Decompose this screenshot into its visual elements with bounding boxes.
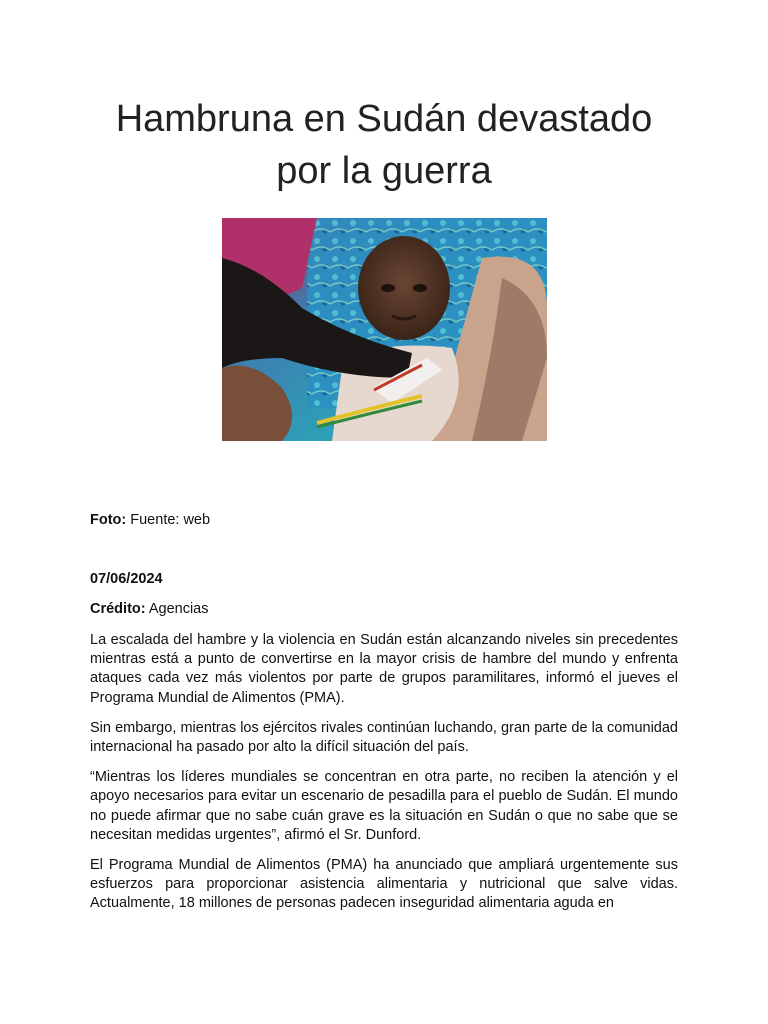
paragraph: La escalada del hambre y la violencia en Sudán están alcanzando niveles sin precedentes mientras está a punto de convertirse en la mayor crisis de hambre del mundo y enfrenta ataques cada vez más violentos por parte de grupos paramilitares, informó el jueves el Programa Mundial de Alimentos (PMA). — [90, 632, 678, 706]
paragraph: Sin embargo, mientras los ejércitos rivales continúan luchando, gran parte de la comunidad internacional ha pasado por alto la difícil situación del país. — [90, 719, 678, 756]
article-date: 07/06/2024 — [90, 571, 163, 587]
article-credit — [90, 600, 678, 618]
title-line-1: Hambruna en Sudán devastado — [115, 98, 653, 140]
credit-value: Agencias — [148, 601, 209, 617]
paragraph: “Mientras los líderes mundiales se concentran en otra parte, no reciben la atención y el apoyo necesarios para evitar un escenario de pesadilla para el pueblo de Sudán. El mundo no puede afirmar que no sabe cuán grave es la situación en Sudán o que no sabe que se necesitan medidas urgentes”, afirmó el Sr. Dunford. — [90, 769, 678, 843]
photo-illustration — [222, 218, 547, 441]
article-photo — [222, 218, 547, 441]
credit-label: Crédito: — [90, 601, 146, 617]
title-line-2: por la guerra — [276, 150, 492, 192]
paragraph: El Programa Mundial de Alimentos (PMA) ha anunciado que ampliará urgentemente sus esfuerzos para proporcionar asistencia alimentaria y nutricional que salve vidas. Actualmente, 18 millones de personas padecen inseguridad alimentaria aguda en — [90, 857, 678, 912]
article-title — [90, 0, 678, 197]
photo-label: Foto: — [90, 512, 127, 528]
photo-source: Fuente: web — [130, 512, 211, 528]
photo-caption — [90, 511, 678, 529]
